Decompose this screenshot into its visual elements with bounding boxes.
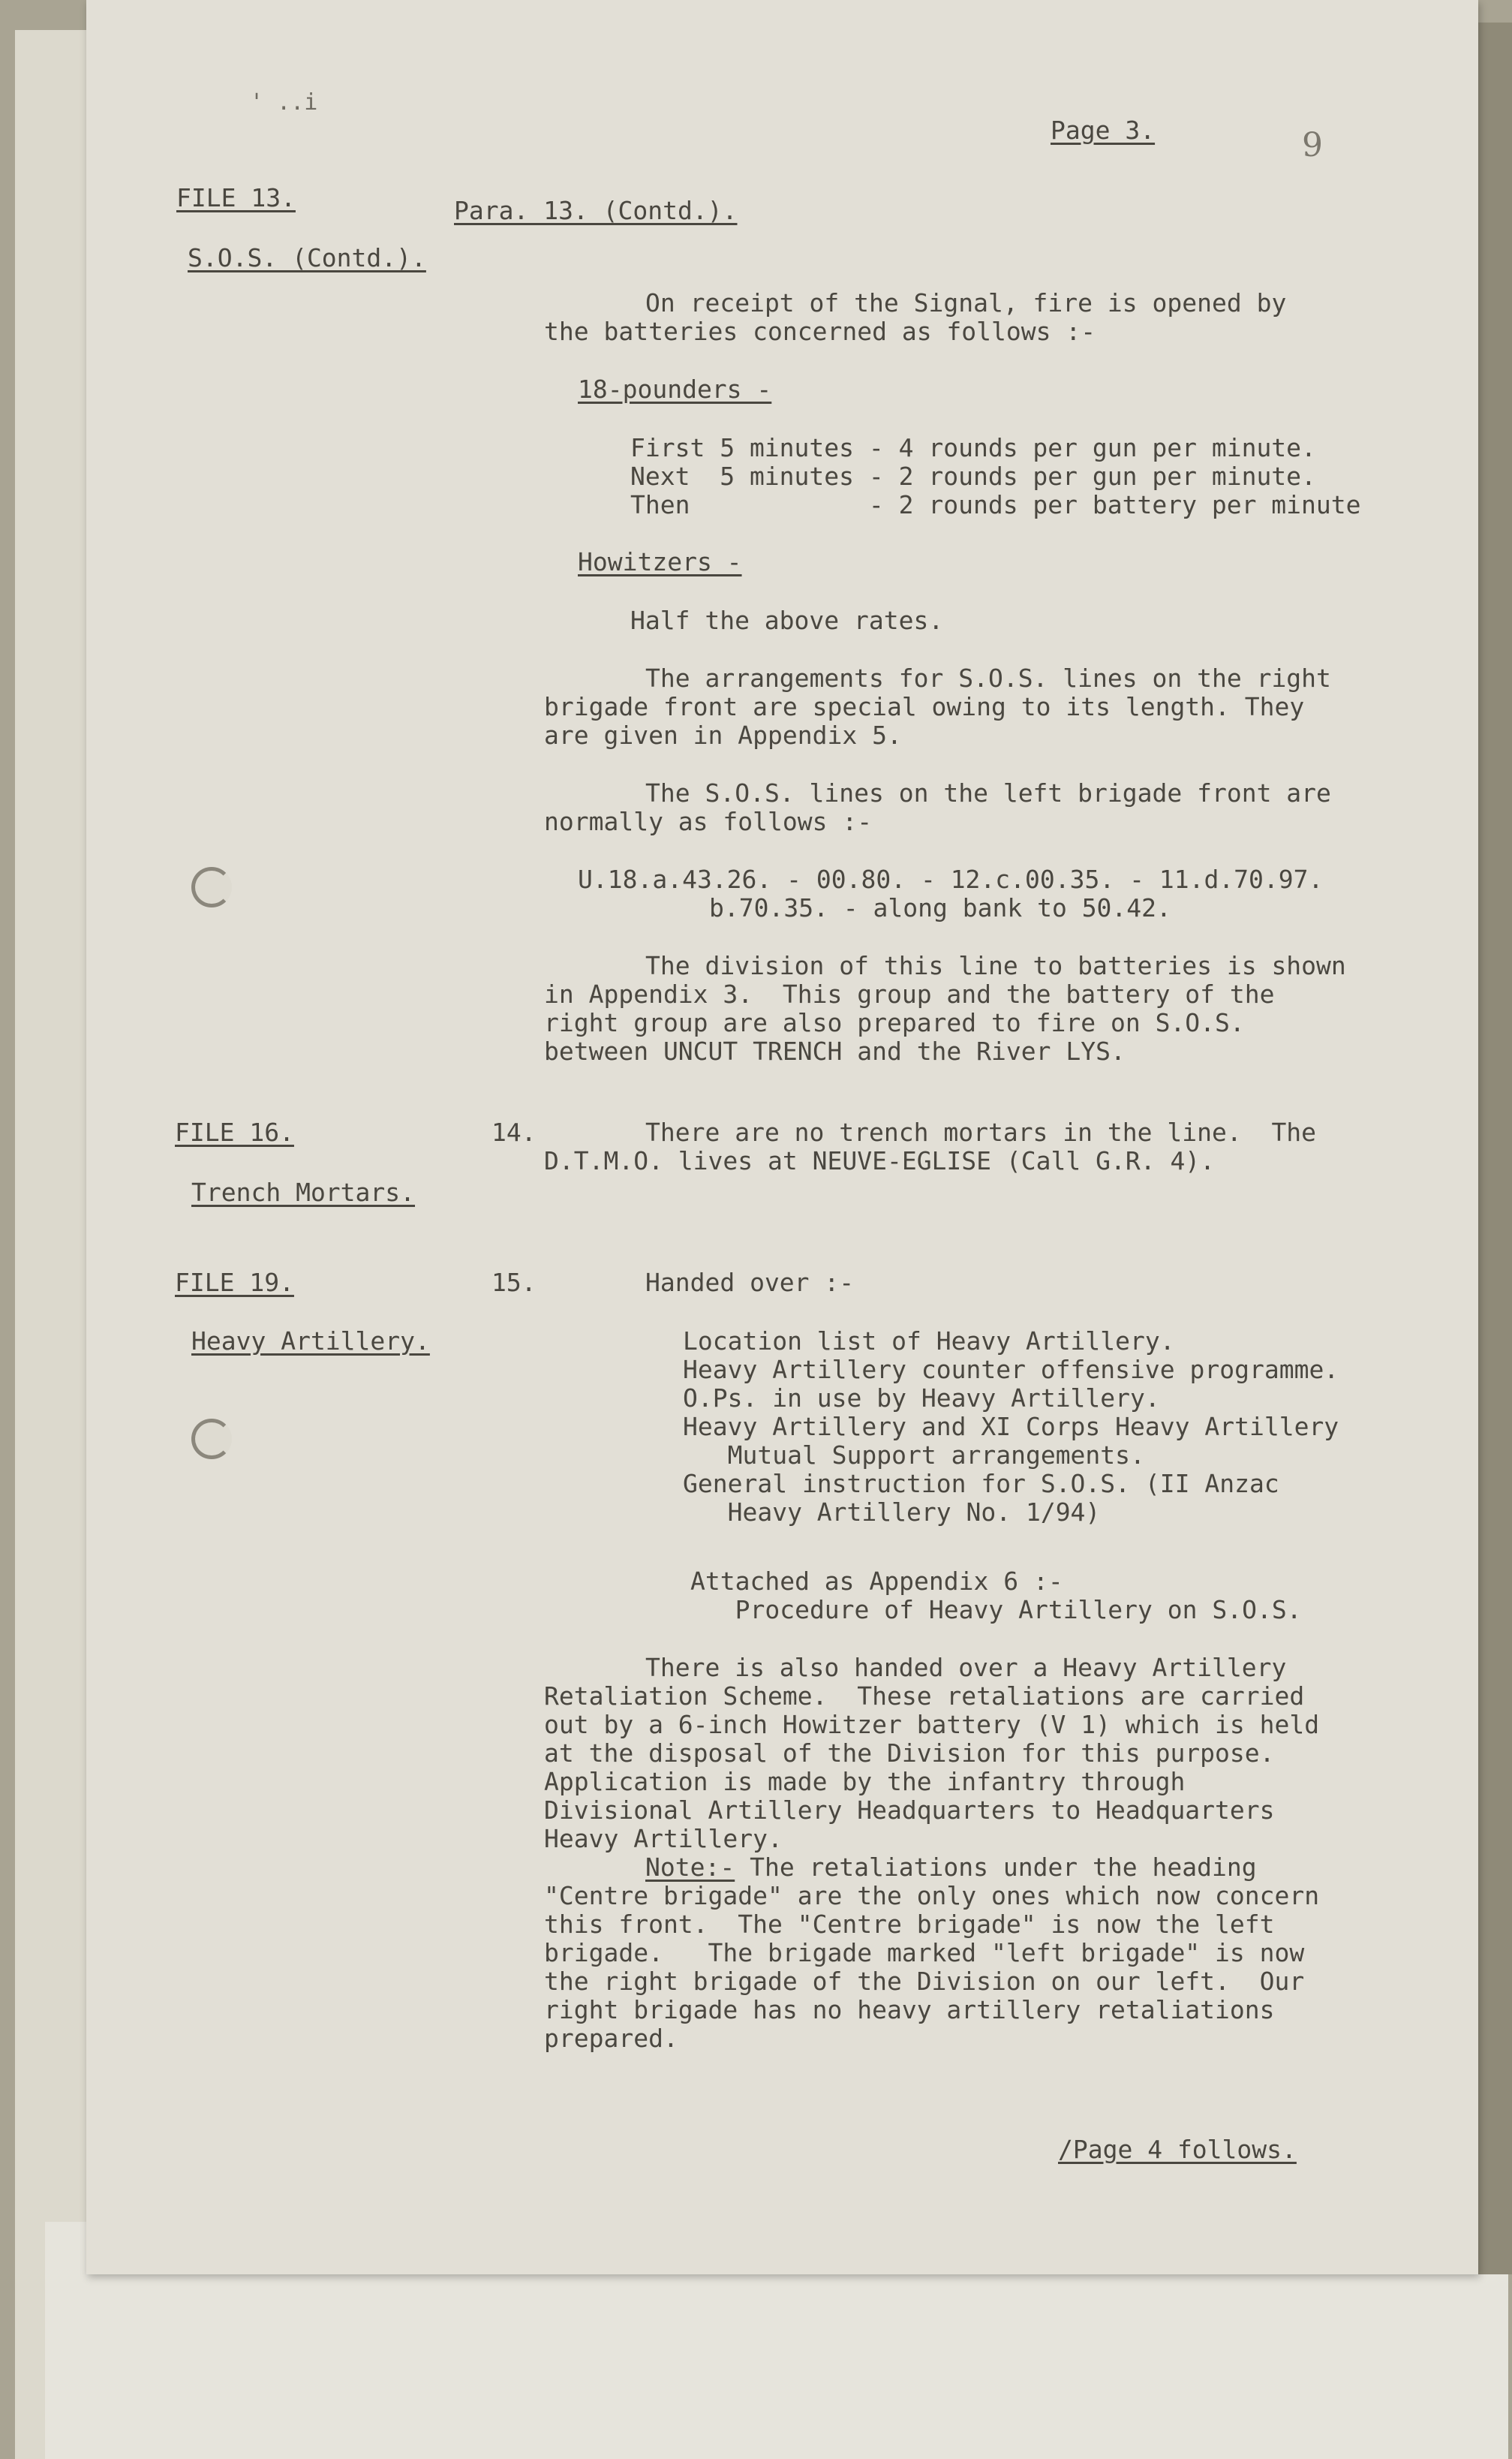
file-ref-13: FILE 13. (176, 183, 296, 212)
division-line-1: The division of this line to batteries is shown (645, 951, 1346, 980)
trench-mortars-line-1: There are no trench mortars in the line. The (645, 1118, 1317, 1147)
note-line-6: right brigade has no heavy artillery retaliations (544, 1995, 1275, 2024)
para-ref: Para. 13. (Contd.). (454, 196, 738, 225)
eighteen-pounders-heading: 18-pounders - (578, 375, 772, 404)
handed-over-item-7: Heavy Artillery No. 1/94) (683, 1497, 1101, 1527)
document-page (86, 0, 1478, 2274)
howitzers-text: Half the above rates. (630, 606, 944, 635)
howitzers-heading: Howitzers - (578, 547, 742, 576)
handed-over-item-1: Location list of Heavy Artillery. (683, 1326, 1175, 1356)
retaliation-line-4: at the disposal of the Division for this purpose. (544, 1738, 1275, 1768)
punch-hole (191, 1419, 232, 1459)
note-label: Note:- (645, 1853, 735, 1882)
sos-intro-line-2: the batteries concerned as follows :- (544, 317, 1096, 346)
note-line-7: prepared. (544, 2024, 678, 2053)
retaliation-line-1: There is also handed over a Heavy Artillery (645, 1653, 1287, 1682)
punch-hole (191, 867, 232, 907)
note-line-1 (645, 1853, 1257, 1882)
page-continuation: /Page 4 follows. (1058, 2135, 1297, 2164)
heavy-artillery-heading: Heavy Artillery. (191, 1326, 430, 1356)
handed-over-item-6: General instruction for S.O.S. (II Anzac (683, 1469, 1279, 1498)
para-number-14: 14. (491, 1118, 537, 1147)
arrangements-line-1: The arrangements for S.O.S. lines on the right (645, 664, 1331, 693)
trench-mortars-heading: Trench Mortars. (191, 1178, 416, 1207)
note-line-5: the right brigade of the Division on our left. Our (544, 1967, 1305, 1996)
retaliation-line-5: Application is made by the infantry through (544, 1767, 1186, 1796)
division-line-4: between UNCUT TRENCH and the River LYS. (544, 1037, 1126, 1066)
pencil-page-number: 9 (1302, 126, 1323, 164)
attached-line-1: Attached as Appendix 6 :- (690, 1567, 1063, 1596)
trench-mortars-line-2: D.T.M.O. lives at NEUVE-EGLISE (Call G.R. 4). (544, 1146, 1216, 1175)
handed-over-label: Handed over :- (645, 1268, 855, 1297)
retaliation-line-6: Divisional Artillery Headquarters to Headquarters (544, 1795, 1275, 1825)
coords-line-1: U.18.a.43.26. - 00.80. - 12.c.00.35. - 11.d.70.97. (578, 865, 1324, 894)
margin-ink-mark: ' ..i (250, 89, 318, 116)
retaliation-line-7: Heavy Artillery. (544, 1824, 783, 1853)
division-line-3: right group are also prepared to fire on S.O.S. (544, 1008, 1245, 1037)
file-ref-19: FILE 19. (175, 1268, 294, 1297)
arrangements-line-3: are given in Appendix 5. (544, 721, 902, 750)
rate-line-1: First 5 minutes - 4 rounds per gun per minute. (630, 433, 1316, 462)
retaliation-line-3: out by a 6-inch Howitzer battery (V 1) which is held (544, 1710, 1320, 1739)
section-heading-sos: S.O.S. (Contd.). (188, 243, 426, 272)
rate-line-2: Next 5 minutes - 2 rounds per gun per minute. (630, 462, 1316, 491)
note-line-3: this front. The "Centre brigade" is now the left (544, 1910, 1275, 1939)
page-label: Page 3. (1051, 116, 1156, 145)
note-line-2: "Centre brigade" are the only ones which now concern (544, 1881, 1320, 1910)
rate-line-3: Then - 2 rounds per battery per minute (630, 490, 1361, 519)
handed-over-item-5: Mutual Support arrangements. (683, 1440, 1145, 1470)
retaliation-line-2: Retaliation Scheme. These retaliations are carried (544, 1681, 1305, 1711)
para-number-15: 15. (491, 1268, 537, 1297)
coords-line-2: b.70.35. - along bank to 50.42. (709, 893, 1171, 923)
left-front-line-2: normally as follows :- (544, 807, 873, 836)
handed-over-item-2: Heavy Artillery counter offensive programme. (683, 1355, 1339, 1384)
handed-over-item-3: O.Ps. in use by Heavy Artillery. (683, 1383, 1160, 1413)
attached-line-2: Procedure of Heavy Artillery on S.O.S. (690, 1595, 1302, 1624)
division-line-2: in Appendix 3. This group and the battery of the (544, 980, 1275, 1009)
sos-intro-line-1: On receipt of the Signal, fire is opened by (645, 288, 1287, 318)
note-line-4: brigade. The brigade marked "left brigade" is now (544, 1938, 1305, 1967)
arrangements-line-2: brigade front are special owing to its length. They (544, 692, 1305, 721)
handed-over-item-4: Heavy Artillery and XI Corps Heavy Artillery (683, 1412, 1339, 1441)
note-text-first: The retaliations under the heading (735, 1853, 1257, 1882)
left-front-line-1: The S.O.S. lines on the left brigade front are (645, 778, 1331, 808)
file-ref-16: FILE 16. (175, 1118, 294, 1147)
